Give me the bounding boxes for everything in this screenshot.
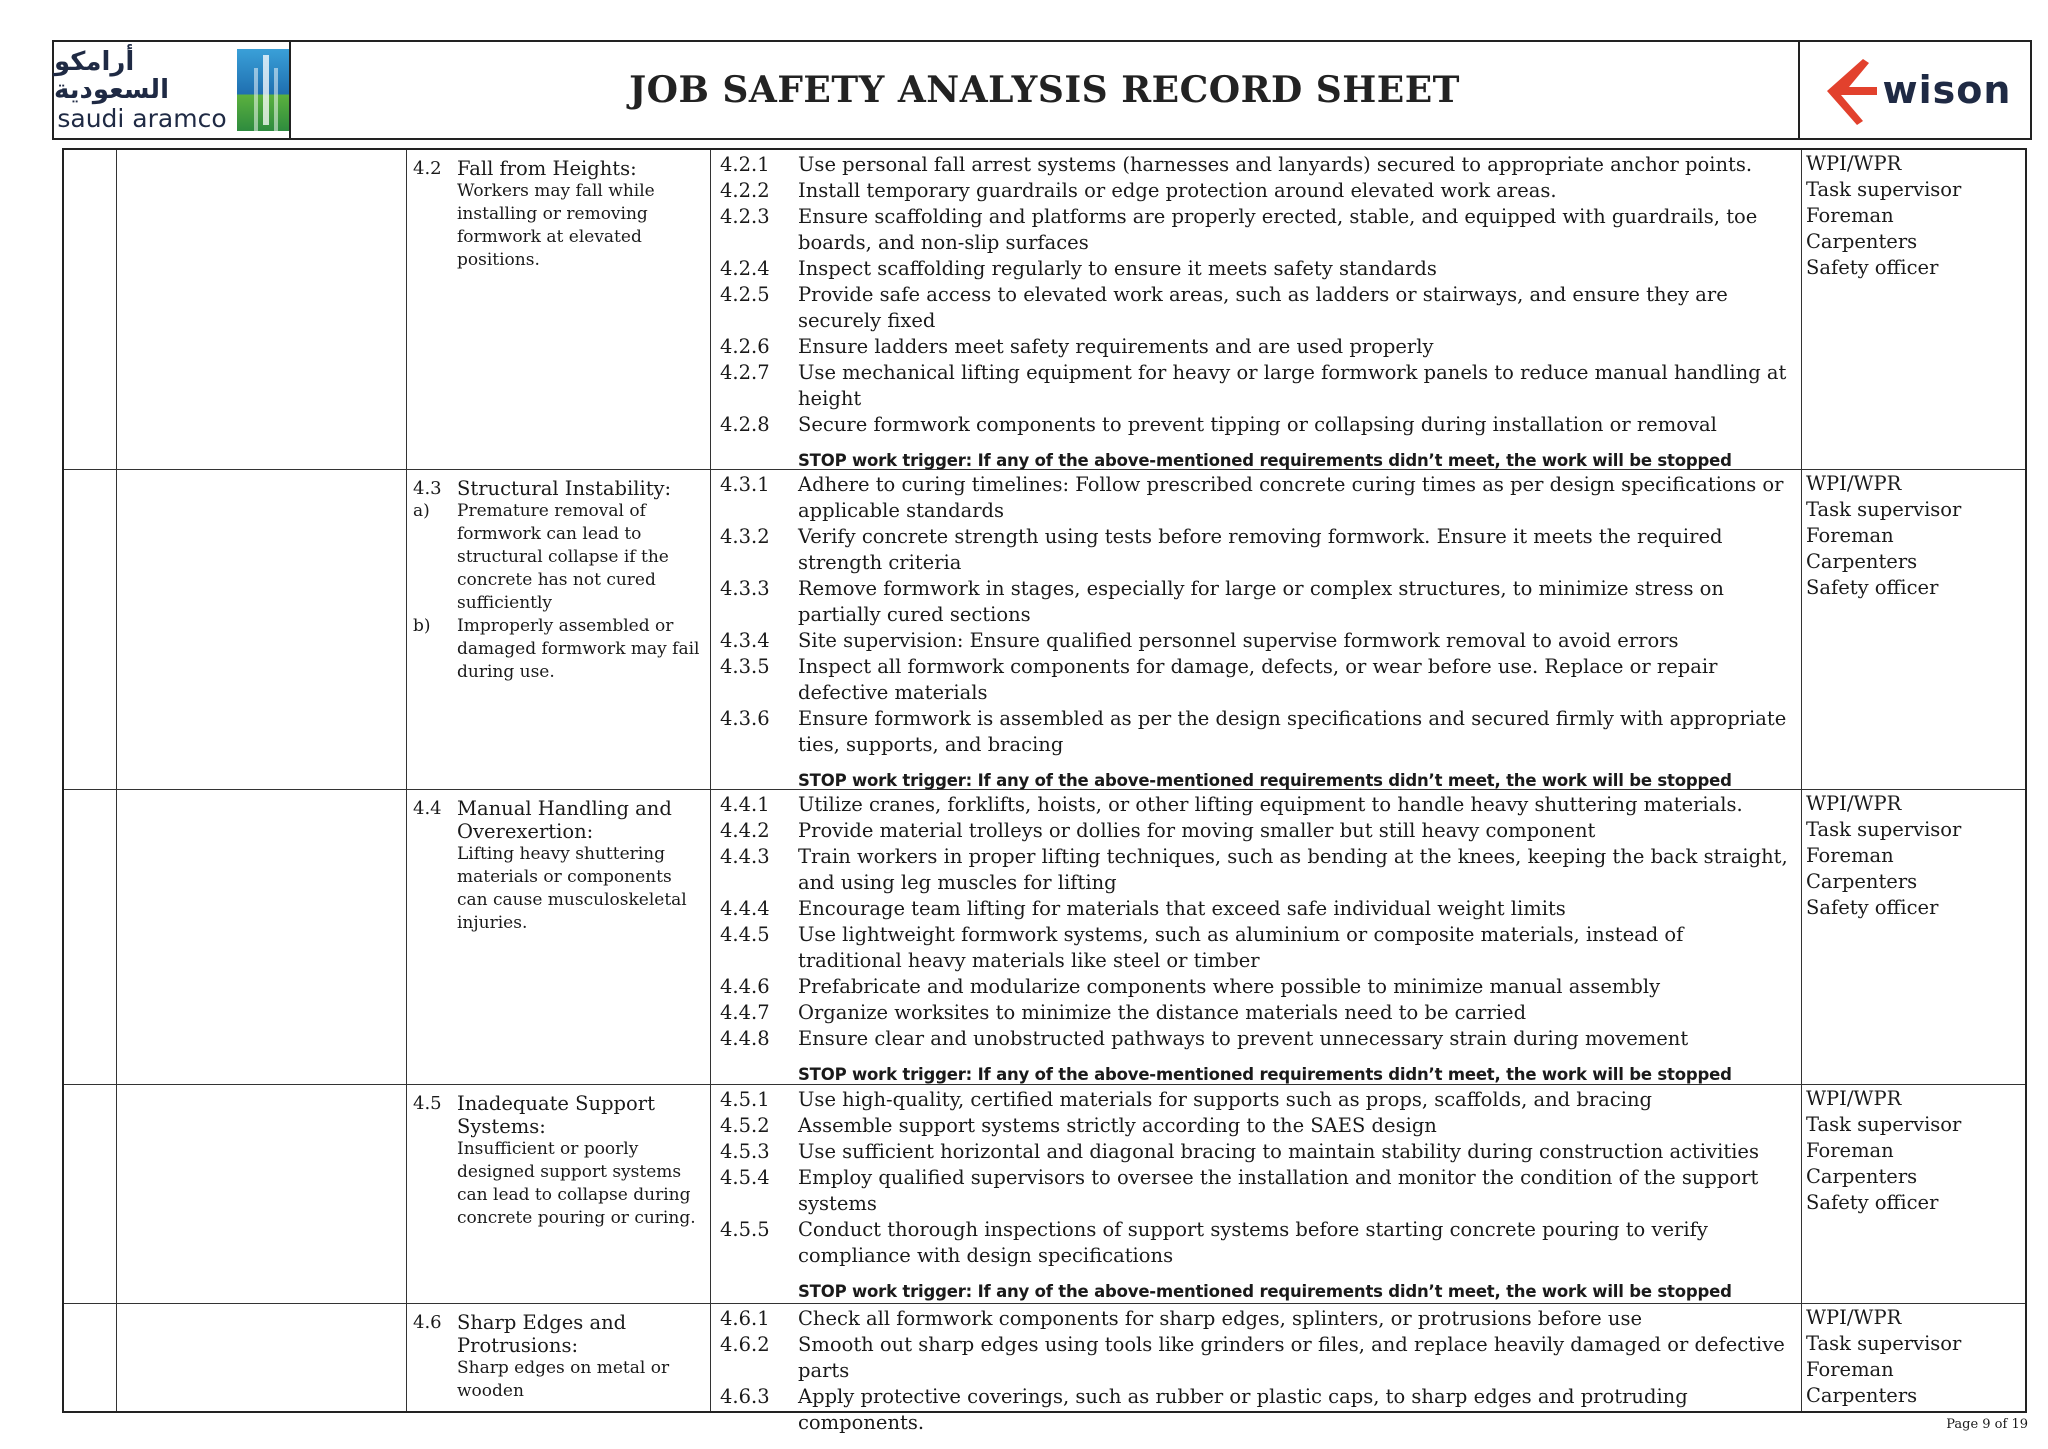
responsible-party: Carpenters: [1806, 1384, 1918, 1407]
hazard-description: Lifting heavy shuttering materials or components can cause musculoskeletal injuries.: [457, 844, 687, 933]
hazard-name: Structural Instability:: [457, 477, 672, 500]
wison-logo: [1798, 42, 2030, 138]
control-item: 4.2.2 Install temporary guardrails or edge protection around elevated work areas.: [720, 179, 1557, 202]
hazard-number: 4.3: [413, 478, 442, 499]
saudi-aramco-logo: [54, 42, 291, 138]
wison-arrow-icon: [1819, 55, 1879, 125]
control-item: 4.5.5 Conduct thorough inspections of support systems before starting concrete pouring to verify compliance with design specifications: [720, 1218, 1708, 1267]
page-number: Page 9 of 19: [1946, 1417, 2028, 1432]
control-item: 4.2.6 Ensure ladders meet safety requirements and are used properly: [720, 335, 1434, 358]
responsible-party: Foreman: [1806, 844, 1894, 867]
hazard-4-3: [413, 477, 705, 684]
col-divider: [406, 150, 407, 1411]
responsible-party: Safety officer: [1806, 576, 1939, 599]
responsible-party: Task supervisor: [1806, 178, 1962, 201]
controls-4-4: [712, 792, 1792, 1088]
hazard-description: Sharp edges on metal or wooden: [457, 1358, 670, 1401]
control-item: 4.2.7 Use mechanical lifting equipment for heavy or large formwork panels to reduce manual handling at height: [720, 361, 1787, 410]
control-item: 4.5.4 Employ qualified supervisors to oversee the installation and monitor the condition of the support systems: [720, 1166, 1759, 1215]
aramco-palm-icon: [237, 49, 289, 131]
control-item: 4.4.5 Use lightweight formwork systems, such as aluminium or composite materials, instead of traditional heavy materials like steel or timber: [720, 923, 1684, 972]
controls-4-6: [712, 1306, 1792, 1436]
responsible-4-4: [1806, 791, 2006, 921]
control-item: 4.4.8 Ensure clear and unobstructed pathways to prevent unnecessary strain during movement: [720, 1027, 1689, 1050]
stop-work-trigger: STOP work trigger: If any of the above-mentioned requirements didn’t meet, the work will be stopped: [798, 1065, 1732, 1084]
control-item: 4.5.1 Use high-quality, certified materials for supports such as props, scaffolds, and bracing: [720, 1088, 1652, 1111]
control-item: 4.3.3 Remove formwork in stages, especially for large or complex structures, to minimize stress on partially cured sections: [720, 577, 1724, 626]
hazard-number: 4.5: [413, 1093, 442, 1114]
controls-4-5: [712, 1087, 1792, 1305]
wison-wordmark: wison: [1882, 68, 2012, 112]
control-item: 4.4.3 Train workers in proper lifting techniques, such as bending at the knees, keeping the back straight, and using leg muscles for lifting: [720, 845, 1788, 894]
control-item: 4.6.2 Smooth out sharp edges using tools like grinders or files, and replace heavily damaged or defective parts: [720, 1333, 1785, 1382]
hazard-number: 4.6: [413, 1312, 442, 1333]
col-divider: [710, 150, 711, 1411]
control-item: 4.3.4 Site supervision: Ensure qualified personnel supervise formwork removal to avoid errors: [720, 629, 1679, 652]
responsible-party: WPI/WPR: [1806, 1087, 1902, 1110]
responsible-party: Safety officer: [1806, 896, 1939, 919]
responsible-4-5: [1806, 1086, 2006, 1216]
hazard-subitem: b) Improperly assembled or damaged formwork may fail during use.: [413, 616, 700, 682]
hazard-name: Fall from Heights:: [457, 157, 637, 180]
responsible-4-2: [1806, 151, 2006, 281]
control-item: 4.5.2 Assemble support systems strictly according to the SAES design: [720, 1114, 1437, 1137]
control-item: 4.4.2 Provide material trolleys or dollies for moving smaller but still heavy component: [720, 819, 1596, 842]
responsible-party: Carpenters: [1806, 870, 1918, 893]
responsible-party: WPI/WPR: [1806, 792, 1902, 815]
responsible-party: WPI/WPR: [1806, 472, 1902, 495]
controls-4-2: [712, 152, 1792, 474]
responsible-party: Task supervisor: [1806, 818, 1962, 841]
page-title: JOB SAFETY ANALYSIS RECORD SHEET: [629, 69, 1460, 111]
hazard-4-5: [413, 1092, 705, 1230]
hazard-name: Sharp Edges and Protrusions:: [457, 1311, 627, 1357]
control-item: 4.4.7 Organize worksites to minimize the distance materials need to be carried: [720, 1001, 1527, 1024]
responsible-party: Foreman: [1806, 1358, 1894, 1381]
hazard-description: Insufficient or poorly designed support systems can lead to collapse during concrete pouring or curing.: [457, 1139, 696, 1228]
stop-work-trigger: STOP work trigger: If any of the above-mentioned requirements didn’t meet, the work will be stopped: [798, 1282, 1732, 1301]
hazard-4-4: [413, 797, 705, 935]
responsible-party: Carpenters: [1806, 1165, 1918, 1188]
responsible-party: WPI/WPR: [1806, 152, 1902, 175]
aramco-english-name: saudi aramco: [57, 103, 227, 133]
control-item: 4.2.5 Provide safe access to elevated work areas, such as ladders or stairways, and ensure they are securely fixed: [720, 283, 1728, 332]
responsible-party: Foreman: [1806, 1139, 1894, 1162]
hazard-number: 4.4: [413, 798, 442, 819]
hazard-name: Manual Handling and Overexertion:: [457, 797, 672, 843]
control-item: 4.3.1 Adhere to curing timelines: Follow prescribed concrete curing times as per design specifications or applicable standards: [720, 473, 1784, 522]
control-item: 4.6.1 Check all formwork components for sharp edges, splinters, or protrusions before use: [720, 1307, 1643, 1330]
responsible-party: Carpenters: [1806, 550, 1918, 573]
responsible-4-6: [1806, 1305, 2006, 1409]
responsible-party: Safety officer: [1806, 1191, 1939, 1214]
control-item: 4.3.5 Inspect all formwork components for damage, defects, or wear before use. Replace or repair defective materials: [720, 655, 1718, 704]
hazard-4-2: [413, 157, 705, 272]
control-item: 4.3.6 Ensure formwork is assembled as per the design specifications and secured firmly with appropriate ties, supports, and bracing: [720, 707, 1787, 756]
hazard-name: Inadequate Support Systems:: [457, 1092, 655, 1138]
control-item: 4.2.4 Inspect scaffolding regularly to ensure it meets safety standards: [720, 257, 1437, 280]
col-divider: [116, 150, 117, 1411]
stop-work-trigger: STOP work trigger: If any of the above-mentioned requirements didn’t meet, the work will be stopped: [798, 451, 1732, 470]
control-item: 4.2.3 Ensure scaffolding and platforms are properly erected, stable, and equipped with guardrails, toe boards, and non-slip surfaces: [720, 205, 1758, 254]
responsible-party: Safety officer: [1806, 256, 1939, 279]
responsible-4-3: [1806, 471, 2006, 601]
responsible-party: Foreman: [1806, 204, 1894, 227]
control-item: 4.6.3 Apply protective coverings, such as rubber or plastic caps, to sharp edges and protruding components.: [720, 1385, 1688, 1434]
hazard-subitem: a) Premature removal of formwork can lead to structural collapse if the concrete has not cured sufficiently: [413, 501, 669, 613]
hazard-4-6: [413, 1311, 705, 1403]
responsible-party: Foreman: [1806, 524, 1894, 547]
control-item: 4.4.6 Prefabricate and modularize components where possible to minimize manual assembly: [720, 975, 1661, 998]
control-item: 4.2.1 Use personal fall arrest systems (harnesses and lanyards) secured to appropriate anchor points.: [720, 153, 1753, 176]
hazard-number: 4.2: [413, 158, 442, 179]
control-item: 4.4.4 Encourage team lifting for materials that exceed safe individual weight limits: [720, 897, 1566, 920]
control-item: 4.3.2 Verify concrete strength using tests before removing formwork. Ensure it meets the required strength criteria: [720, 525, 1723, 574]
control-item: 4.2.8 Secure formwork components to prevent tipping or collapsing during installation or removal: [720, 413, 1717, 436]
responsible-party: WPI/WPR: [1806, 1306, 1902, 1329]
responsible-party: Carpenters: [1806, 230, 1918, 253]
responsible-party: Task supervisor: [1806, 498, 1962, 521]
responsible-party: Task supervisor: [1806, 1332, 1962, 1355]
responsible-party: Task supervisor: [1806, 1113, 1962, 1136]
stop-work-trigger: STOP work trigger: If any of the above-mentioned requirements didn’t meet, the work will be stopped: [798, 771, 1732, 790]
control-item: 4.5.3 Use sufficient horizontal and diagonal bracing to maintain stability during construction activities: [720, 1140, 1759, 1163]
col-divider: [1801, 150, 1802, 1411]
controls-4-3: [712, 472, 1792, 794]
hazard-description: Workers may fall while installing or removing formwork at elevated positions.: [457, 181, 655, 270]
control-item: 4.4.1 Utilize cranes, forklifts, hoists, or other lifting equipment to handle heavy shuttering materials.: [720, 793, 1743, 816]
document-header: [52, 40, 2032, 140]
aramco-arabic-name: أرامكو السعودية: [54, 46, 169, 106]
